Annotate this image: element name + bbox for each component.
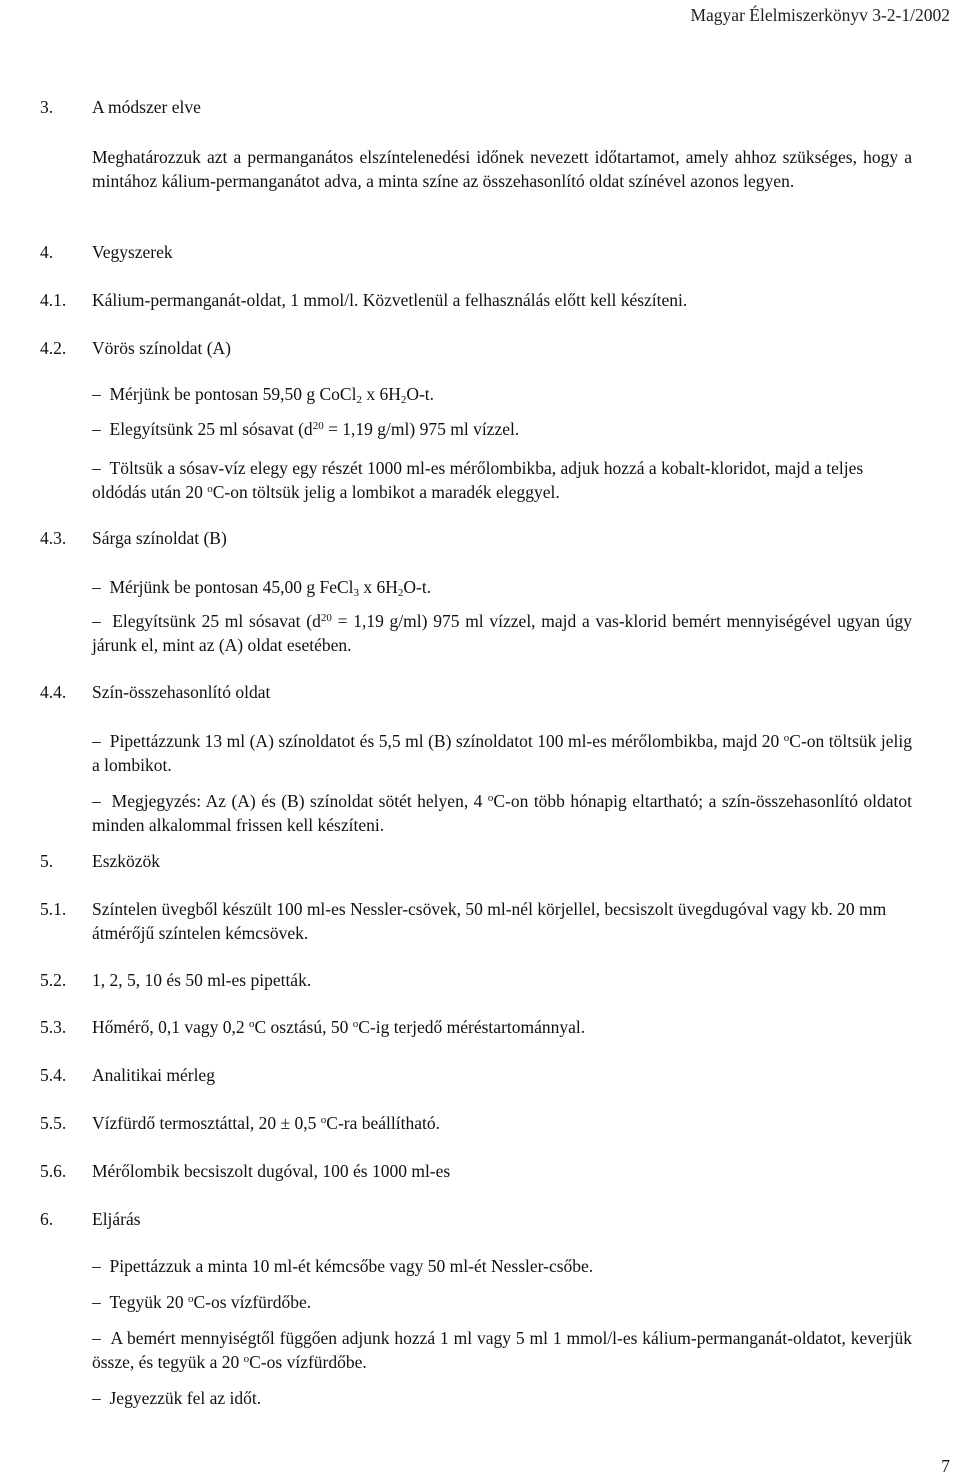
section-4-3-title: Sárga színoldat (B)	[92, 528, 227, 548]
section-4-1-number: 4.1.	[40, 290, 67, 310]
dash-bullet: –	[92, 577, 101, 597]
section-4-2-item-2: – Elegyítsünk 25 ml sósavat ($d^{20} = 1,19$ g/ml) 975 ml vízzel.	[92, 419, 520, 439]
section-5-3-number: 5.3.	[40, 1017, 67, 1037]
section-6-item-4: – Jegyezzük fel az időt.	[92, 1388, 262, 1408]
section-6-title: Eljárás	[92, 1209, 141, 1229]
section-4-3-item-2: – Elegyítsünk 25 ml sósavat ($d^{20} = 1,19$ g/ml) 975 ml vízzel, majd a vas-klorid bemért mennyiségével ugyan úgy járunk el, mint az (A) oldat esetében.	[92, 611, 912, 655]
dash-bullet: –	[92, 731, 101, 751]
dash-bullet: –	[92, 791, 101, 811]
section-5-2-number: 5.2.	[40, 970, 67, 990]
section-5-title: Eszközök	[92, 851, 161, 871]
section-4-number: 4.	[40, 242, 54, 262]
section-4-4-number: 4.4.	[40, 682, 67, 702]
section-4-4-title: Szín-összehasonlító oldat	[92, 682, 271, 702]
section-5-4-number: 5.4.	[40, 1065, 67, 1085]
running-header: Magyar Élelmiszerkönyv 3-2-1/2002	[690, 5, 950, 25]
section-5-3-text: Hőmérő, 0,1 vagy 0,2 $^o$C osztású, 50 $^o$C-ig terjedő méréstartománnyal.	[92, 1017, 586, 1037]
section-6-item-2: – Tegyük 20 $^o$C-os vízfürdőbe.	[92, 1292, 312, 1312]
section-5-4-text: Analitikai mérleg	[92, 1065, 215, 1085]
section-5-1-number: 5.1.	[40, 899, 67, 919]
section-4-3-item-1: – Mérjünk be pontosan 45,00 g FeCl$_3$ x $6H_2O-t$.	[92, 577, 432, 599]
section-5-6-number: 5.6.	[40, 1161, 67, 1181]
page-number: 7	[941, 1456, 950, 1476]
dash-bullet: –	[92, 419, 101, 439]
section-6-item-1: – Pipettázzuk a minta 10 ml-ét kémcsőbe vagy 50 ml-ét Nessler-csőbe.	[92, 1256, 594, 1276]
section-4-2-item-3: – Töltsük a sósav-víz elegy egy részét 1000 ml-es mérőlombikba, adjuk hozzá a kobalt-kloridot, majd a teljes oldódás után 20 $^o$C-on töltsük jelig a lombikot a maradék eleggyel.	[92, 458, 864, 502]
section-5-2-text: 1, 2, 5, 10 és 50 ml-es pipetták.	[92, 970, 312, 990]
section-3-paragraph: Meghatározzuk azt a permanganátos elszíntelenedési időnek nevezett időtartamot, amely ahhoz szükséges, hogy a mintához kálium-permanganátot adva, a minta színe az összehasonlító oldat színével azonos legyen.	[92, 147, 912, 191]
dash-bullet: –	[92, 611, 101, 631]
section-5-number: 5.	[40, 851, 54, 871]
section-4-1-text: Kálium-permanganát-oldat, 1 mmol/l. Közvetlenül a felhasználás előtt kell készíteni.	[92, 290, 688, 310]
section-5-1-text: Színtelen üvegből készült 100 ml-es Nessler-csövek, 50 ml-nél körjellel, becsiszolt üvegdugóval vagy kb. 20 mm átmérőjű színtelen kémcsövek.	[92, 899, 887, 943]
section-4-4-item-1: – Pipettázzunk 13 ml (A) színoldatot és 5,5 ml (B) színoldatot 100 ml-es mérőlombikba, majd 20 $^o$C-on töltsük jelig a lombikot.	[92, 731, 913, 775]
section-5-6-text: Mérőlombik becsiszolt dugóval, 100 és 1000 ml-es	[92, 1161, 451, 1181]
section-3-title: A módszer elve	[92, 97, 201, 117]
dash-bullet: –	[92, 1256, 101, 1276]
section-4-title: Vegyszerek	[92, 242, 173, 262]
section-5-5-number: 5.5.	[40, 1113, 67, 1133]
section-4-3-number: 4.3.	[40, 528, 67, 548]
dash-bullet: –	[92, 384, 101, 404]
section-6-item-3: – A bemért mennyiségtől függően adjunk hozzá 1 ml vagy 5 ml 1 mmol/l-es kálium-permanganát-oldatot, keverjük össze, és tegyük a 20 $^o$C-os vízfürdőbe.	[92, 1328, 913, 1372]
section-6-number: 6.	[40, 1209, 54, 1229]
section-3-number: 3.	[40, 97, 54, 117]
dash-bullet: –	[92, 1328, 101, 1348]
dash-bullet: –	[92, 1292, 101, 1312]
dash-bullet: –	[92, 1388, 101, 1408]
section-4-4-item-2: – Megjegyzés: Az (A) és (B) színoldat sötét helyen, 4 $^o$C-on több hónapig eltartható; a szín-összehasonlító oldatot minden alkalommal frissen kell készíteni.	[92, 791, 912, 835]
dash-bullet: –	[92, 458, 101, 478]
section-4-2-number: 4.2.	[40, 338, 67, 358]
section-5-5-text: Vízfürdő termosztáttal, 20 ± 0,5 $^o$C-ra beállítható.	[92, 1113, 441, 1133]
section-4-2-item-1: – Mérjünk be pontosan 59,50 g CoCl$_2$ x $6H_2O-t$.	[92, 384, 435, 406]
section-4-2-title: Vörös színoldat (A)	[92, 338, 232, 358]
